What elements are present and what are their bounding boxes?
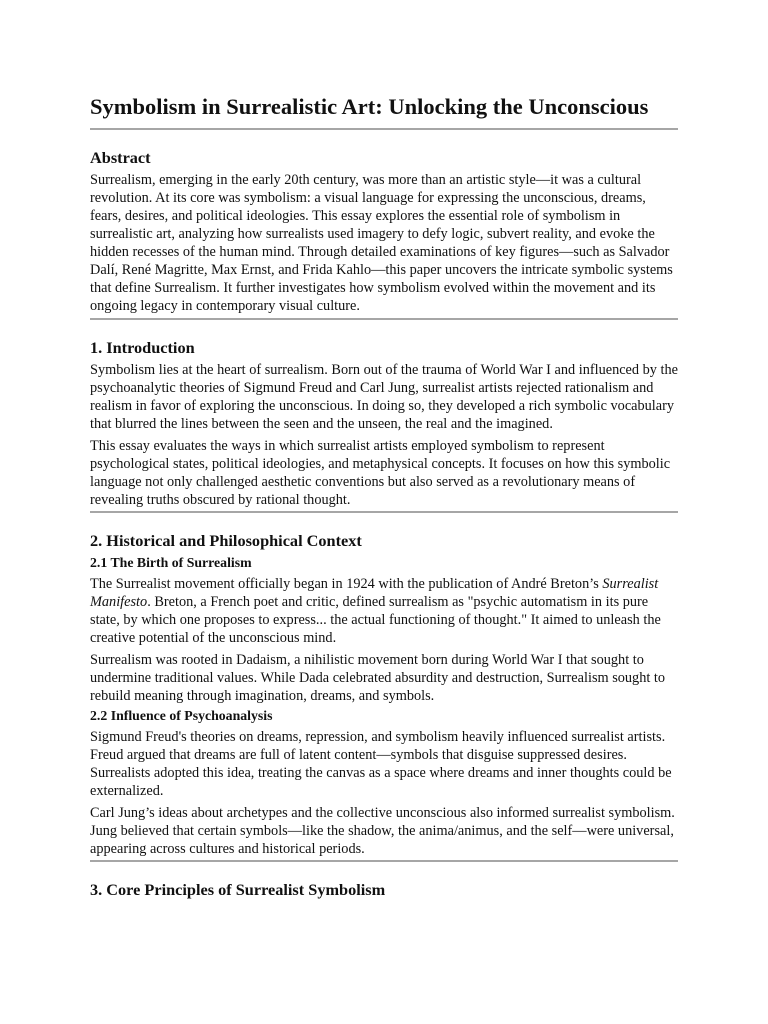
context-section — [90, 531, 678, 862]
context-heading: 2. Historical and Philosophical Context — [90, 531, 362, 550]
document-title: Symbolism in Surrealistic Art: Unlocking the Unconscious — [90, 92, 678, 130]
birth-paragraph-1-start: The Surrealist movement officially began in 1924 with the publication of André Breton’s — [90, 576, 603, 592]
psychoanalysis-paragraph-2: Carl Jung’s ideas about archetypes and the collective unconscious also informed surrealist symbolism. Jung believed that certain symbols—like the shadow, the anima/animus, and the self—were universal, appearing across cultures and historical periods. — [90, 805, 675, 857]
abstract-section — [90, 148, 678, 320]
document-page — [90, 92, 678, 900]
introduction-section — [90, 338, 678, 513]
manifesto-title: Surrealist Manifesto — [90, 576, 659, 610]
psychoanalysis-paragraph-1: Sigmund Freud's theories on dreams, repression, and symbolism heavily influenced surrealist artists. Freud argued that dreams are full of latent content—symbols that disguise suppressed desires. Surrealists adopted this idea, treating the canvas as a space where dreams and inner thoughts could be externalized. — [90, 729, 672, 799]
introduction-heading: 1. Introduction — [90, 338, 195, 357]
core-principles-section — [90, 880, 678, 900]
birth-subheading: 2.1 The Birth of Surrealism — [90, 555, 252, 570]
birth-paragraph-1 — [90, 575, 678, 647]
core-principles-heading: 3. Core Principles of Surrealist Symbolism — [90, 880, 386, 899]
abstract-heading: Abstract — [90, 148, 151, 167]
introduction-paragraph-1: Symbolism lies at the heart of surrealism. Born out of the trauma of World War I and influenced by the psychoanalytic theories of Sigmund Freud and Carl Jung, surrealist artists rejected rationalism and realism in favor of exploring the unconscious. In doing so, they developed a rich symbolic vocabulary that blurred the lines between the seen and the unseen, the real and the imagined. — [90, 362, 678, 432]
introduction-paragraph-2: This essay evaluates the ways in which surrealist artists employed symbolism to represent psychological states, political ideologies, and metaphysical concepts. It focuses on how this symbolic language not only challenged aesthetic conventions but also served as a revolutionary means of revealing truths obscured by rational thought. — [90, 438, 671, 508]
birth-paragraph-1-end: . Breton, a French poet and critic, defined surrealism as "psychic automatism in its pure state, by which one proposes to express... the actual functioning of thought." It aimed to unleash the creative potential of the unconscious mind. — [90, 594, 661, 646]
psychoanalysis-subheading: 2.2 Influence of Psychoanalysis — [90, 708, 273, 723]
abstract-paragraph: Surrealism, emerging in the early 20th century, was more than an artistic style—it was a cultural revolution. At its core was symbolism: a visual language for expressing the unconscious, dreams, fears, desires, and political ideologies. This essay explores the essential role of symbolism in surrealistic art, analyzing how surrealists used imagery to defy logic, subvert reality, and evoke the hidden recesses of the human mind. Through detailed examinations of key figures—such as Salvador Dalí, René Magritte, Max Ernst, and Frida Kahlo—this paper uncovers the intricate symbolic systems that define Surrealism. It further investigates how symbolism evolved within the movement and its ongoing legacy in contemporary visual culture. — [90, 172, 673, 314]
birth-paragraph-2: Surrealism was rooted in Dadaism, a nihilistic movement born during World War I that sought to undermine traditional values. While Dada celebrated absurdity and destruction, Surrealism sought to rebuild meaning through imagination, dreams, and symbols. — [90, 652, 666, 704]
